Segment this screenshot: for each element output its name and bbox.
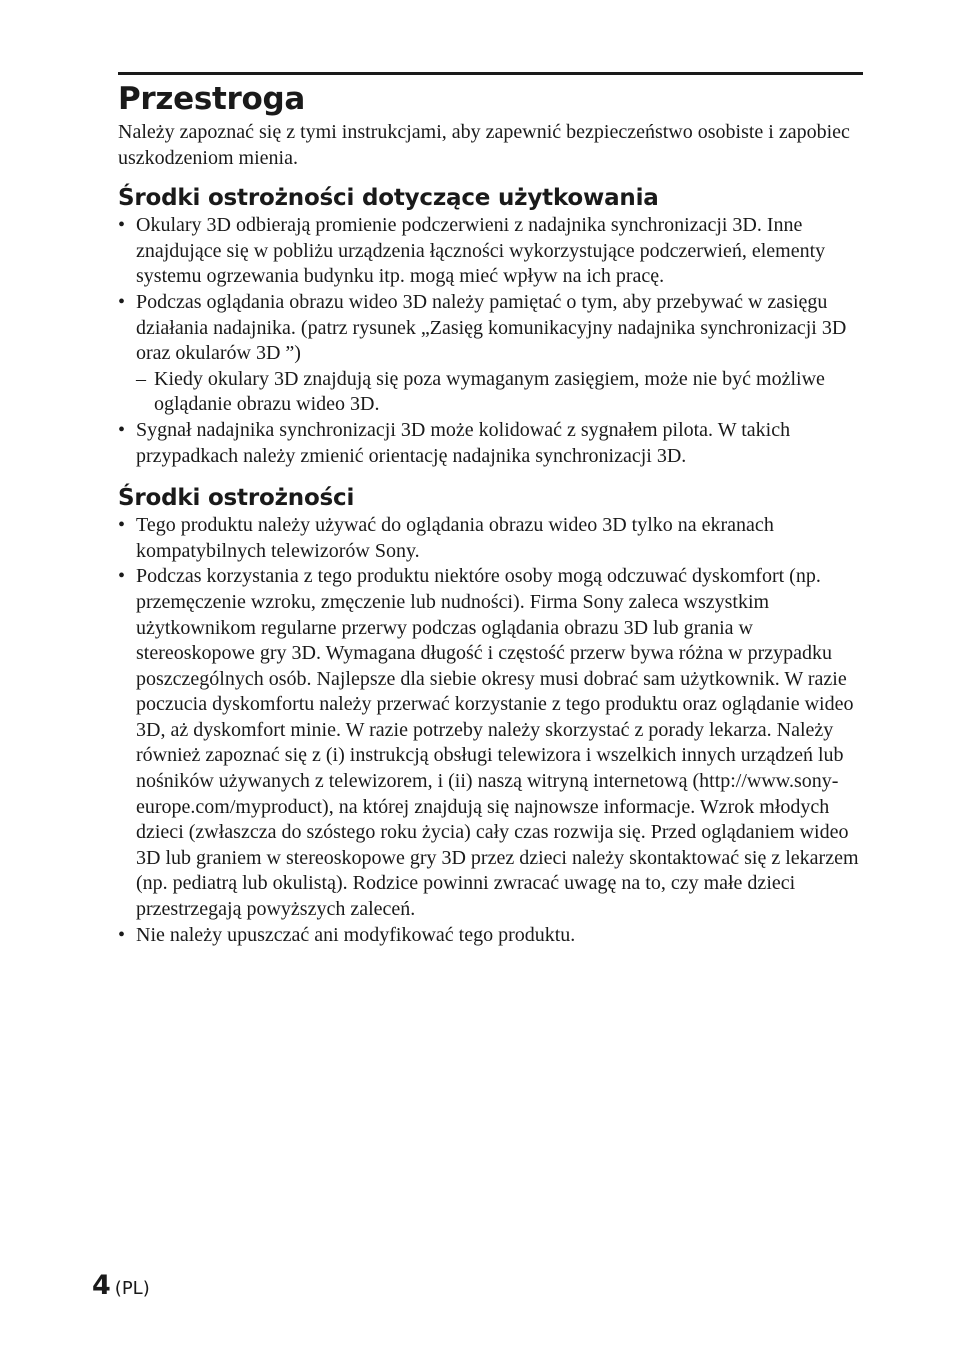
section-heading-usage: Środki ostrożności dotyczące użytkowania: [118, 185, 659, 212]
list-item-text: Podczas oglądania obrazu wideo 3D należy pamiętać o tym, aby przebywać w zasięgu działania nadajnika. (patrz rysunek „Zasięg komunikacyjny nadajnika synchronizacji 3D oraz okularów 3D ”): [136, 290, 847, 365]
page-number: 4: [92, 1270, 111, 1301]
list-item: • Podczas korzystania z tego produktu niektóre osoby mogą odczuwać dyskomfort (np. przemęczenie wzroku, zmęczenie lub nudności). Firma Sony zaleca wszystkim użytkownikom regularne przerwy podczas oglądania obrazu 3D lub grania w stereoskopowe gry 3D. Wymagana długość i częstość przerw bywa różna w przypadku poszczególnych osób. Najlepsze dla siebie okresy musi dobrać sam użytkownik. W razie poczucia dyskomfortu należy przerwać korzystanie z tego produktu oraz oglądanie wideo 3D, aż dyskomfort minie. W razie potrzeby należy skorzystać z porady lekarza. Należy również zapoznać się z (i) instrukcją obsługi telewizora i wszelkich innych urządzeń lub nośników używanych z telewizorem, i (ii) naszą witryną internetową (http://www.sony-europe.com/myproduct), na której znajdują się najnowsze informacje. Wzrok młodych dzieci (zwłaszcza do szóstego roku życia) cały czas rozwija się. Przed oglądaniem wideo 3D lub graniem w stereoskopowe gry 3D przez dzieci należy skontaktować się z lekarzem (np. pediatrą lub okulistą). Rodzice powinni zwracać uwagę na to, czy małe dzieci przestrzegają powyższych zaleceń.: [118, 564, 863, 922]
list-item: • Sygnał nadajnika synchronizacji 3D może kolidować z sygnałem pilota. W takich przypadkach należy zmienić orientację nadajnika synchronizacji 3D.: [118, 418, 863, 469]
list-item: • Tego produktu należy używać do oglądania obrazu wideo 3D tylko na ekranach kompatybilnych telewizorów Sony.: [118, 513, 863, 564]
list-item: • Nie należy upuszczać ani modyfikować tego produktu.: [118, 923, 863, 949]
section-heading-precautions: Środki ostrożności: [118, 485, 355, 512]
page-title: Przestroga: [118, 81, 306, 117]
precautions-list: [118, 513, 863, 948]
sub-list-item: [136, 367, 863, 418]
page-content: [118, 72, 863, 948]
intro-paragraph: Należy zapoznać się z tymi instrukcjami, aby zapewnić bezpieczeństwo osobiste i zapobiec uszkodzeniom mienia.: [118, 121, 850, 169]
top-rule: [118, 72, 863, 75]
list-item: [118, 290, 863, 418]
sub-list-item-text: Kiedy okulary 3D znajdują się poza wymaganym zasięgiem, może nie być możliwe oglądanie obrazu wideo 3D.: [154, 367, 825, 416]
page-footer: [92, 1270, 150, 1301]
usage-precautions-list: [118, 213, 863, 469]
list-item: • Okulary 3D odbierają promienie podczerwieni z nadajnika synchronizacji 3D. Inne znajdujące się w pobliżu urządzenia łączności wykorzystujące podczerwień, elementy systemu ogrzewania budynku itp. mogą mieć wpływ na ich pracę.: [118, 213, 863, 290]
language-code: (PL): [114, 1278, 150, 1299]
dash-marker: –: [136, 367, 146, 390]
